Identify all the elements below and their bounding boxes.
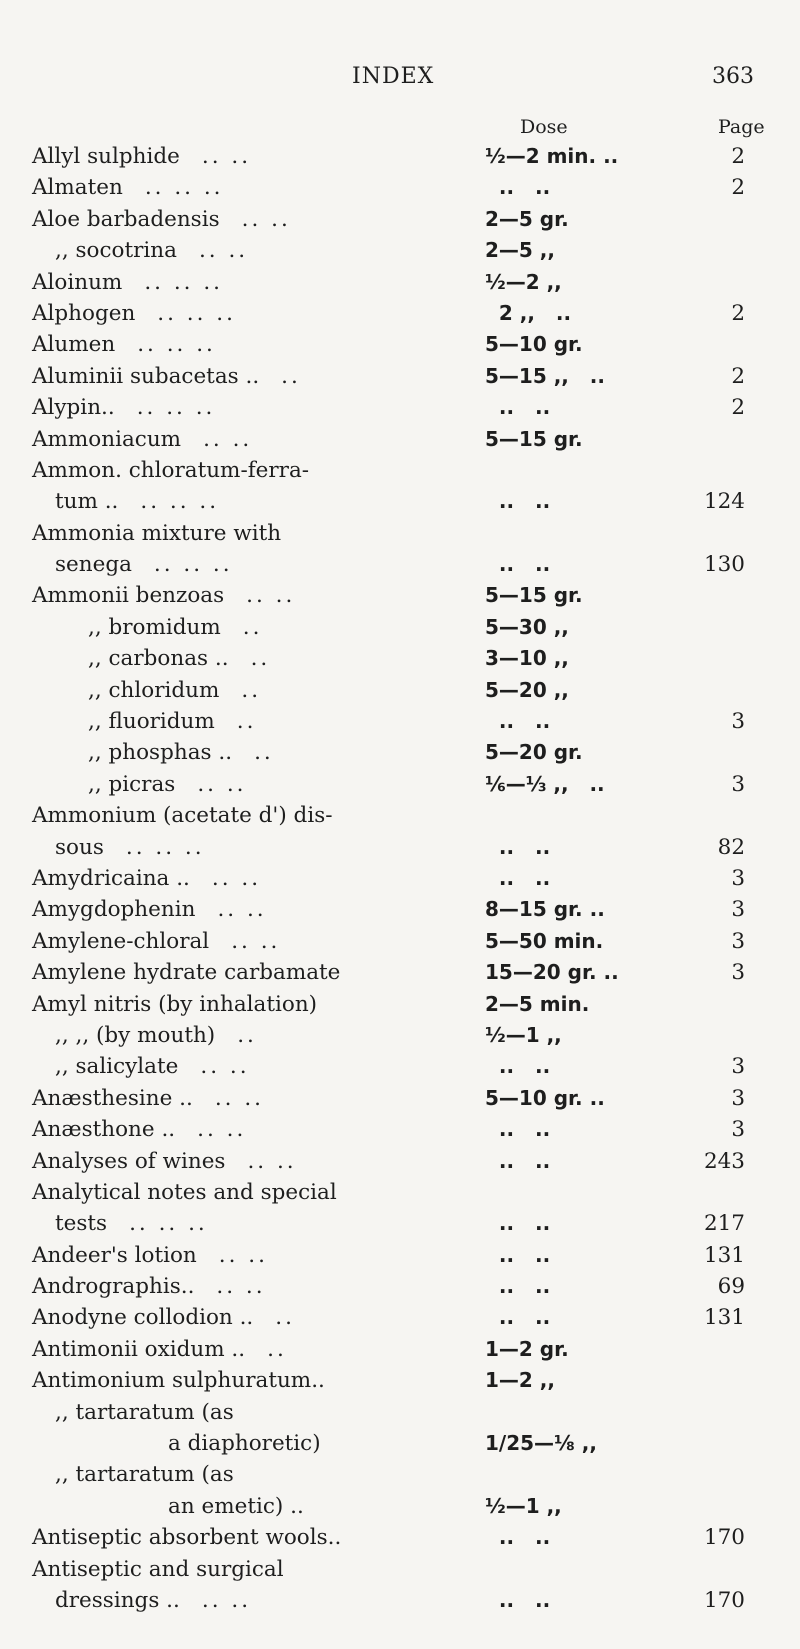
entry-name-text: Aloinum [32, 269, 123, 295]
entry-name [55, 1051, 250, 1082]
index-entry [0, 1365, 800, 1396]
leader-dots: .. .. .. [136, 395, 216, 421]
leader-dots: .. .. [203, 426, 253, 452]
entry-name-text: Ammoniacum [32, 426, 182, 452]
entry-dose: 2—5 min. [485, 991, 590, 1016]
entry-dose: .. .. [485, 1242, 551, 1267]
leader-dots: .. .. [218, 1242, 268, 1268]
entry-name [32, 989, 317, 1020]
entry-dose: ⅙—⅓ ,, .. [485, 771, 605, 796]
entry-page: 131 [703, 1305, 745, 1331]
index-entry [0, 1020, 800, 1051]
entry-dose: 1/25—⅛ ,, [485, 1431, 597, 1456]
leader-dots: .. .. .. [144, 175, 224, 201]
index-entry [0, 518, 800, 549]
leader-dots: .. .. [216, 1274, 266, 1300]
entry-name [32, 1365, 325, 1396]
entry-name [32, 1334, 287, 1365]
entry-name-text: ,, picras [88, 771, 176, 797]
entry-name-text: Amygdophenin [32, 897, 196, 923]
entry-name [55, 1459, 234, 1490]
index-entry [0, 1114, 800, 1145]
entry-dose: .. .. [485, 1211, 551, 1236]
entry-dose: 5—10 gr. .. [485, 1085, 605, 1110]
entry-name-text: ,, salicylate [55, 1054, 179, 1080]
entry-name [32, 863, 261, 894]
entry-name [32, 392, 215, 423]
entry-name [32, 1522, 341, 1553]
entry-name-text: ,, tartaratum (as [55, 1399, 234, 1425]
index-entry [0, 580, 800, 611]
entry-dose: .. .. [485, 1117, 551, 1142]
index-entry [0, 832, 800, 863]
index-entry [0, 612, 800, 643]
entry-dose: 5—10 gr. [485, 332, 583, 357]
entry-name-text: Alypin.. [32, 395, 115, 421]
leader-dots: .. [281, 363, 301, 389]
entry-name-text: Amyl nitris (by inhalation) [32, 991, 318, 1017]
entry-name-text: Analytical notes and special [32, 1179, 337, 1205]
entry-name-text: Antiseptic and surgical [32, 1556, 284, 1582]
entry-dose: 2—5 gr. [485, 206, 569, 231]
entry-page: 3 [731, 709, 745, 735]
page-column-heading: Page [718, 116, 765, 138]
index-entry [0, 1302, 800, 1333]
entry-name-text: ,, socotrina [55, 238, 177, 264]
entry-name [88, 706, 256, 737]
index-entry [0, 455, 800, 486]
index-entry [0, 204, 800, 235]
index-entry [0, 329, 800, 360]
entry-dose: .. .. [485, 834, 551, 859]
entry-page: 170 [703, 1525, 745, 1551]
entry-name [32, 455, 309, 486]
entry-name [88, 675, 261, 706]
index-entry [0, 1428, 800, 1459]
index-entry [0, 1491, 800, 1522]
entry-name-text: ,, chloridum [88, 677, 220, 703]
entry-name [32, 800, 333, 831]
entry-name [88, 737, 274, 768]
entry-name-text: senega [55, 552, 132, 578]
entry-dose: 5—20 ,, [485, 677, 569, 702]
entry-name-text: Andrographis.. [32, 1274, 195, 1300]
entry-dose: .. .. [485, 395, 551, 420]
leader-dots: .. .. [241, 206, 291, 232]
entry-name [88, 612, 262, 643]
index-entry [0, 1208, 800, 1239]
entry-name-text: Aluminii subacetas .. [32, 363, 260, 389]
entry-name [32, 172, 224, 203]
entry-dose: ½—1 ,, [485, 1022, 562, 1047]
entry-page: 2 [731, 395, 745, 421]
entry-name [32, 1177, 337, 1208]
entry-page: 82 [717, 834, 745, 860]
entry-name [32, 1240, 268, 1271]
page-number: 363 [712, 64, 754, 89]
entry-name [168, 1428, 321, 1459]
entry-dose: .. .. [485, 1587, 551, 1612]
entry-name [32, 1114, 246, 1145]
index-entry [0, 1397, 800, 1428]
index-entry [0, 549, 800, 580]
entry-page: 69 [717, 1274, 745, 1300]
entry-dose: .. .. [485, 552, 551, 577]
leader-dots: .. .. .. [153, 552, 233, 578]
index-entry [0, 800, 800, 831]
entry-name-text: Amydricaina .. [32, 865, 190, 891]
entry-name-text: Almaten [32, 175, 123, 201]
leader-dots: .. [236, 709, 257, 735]
entry-name-text: Anæsthesine .. [32, 1085, 193, 1111]
entry-dose: ½—1 ,, [485, 1493, 562, 1518]
index-entry [0, 235, 800, 266]
leader-dots: .. .. [247, 1148, 297, 1174]
index-entry [0, 1177, 800, 1208]
entry-name [55, 1397, 234, 1428]
index-entry [0, 1051, 800, 1082]
entry-name-text: an emetic) .. [168, 1493, 304, 1519]
entry-name-text: Antimonii oxidum .. [32, 1336, 246, 1362]
entry-name [32, 329, 216, 360]
entry-name-text: Antiseptic absorbent wools.. [32, 1525, 342, 1551]
leader-dots: .. .. .. [140, 489, 220, 515]
leader-dots: .. .. [231, 928, 281, 954]
entry-dose: 1—2 ,, [485, 1368, 555, 1393]
leader-dots: .. .. .. [144, 269, 223, 295]
entry-page: 3 [731, 1085, 745, 1111]
entry-name [32, 1302, 295, 1333]
entry-page: 2 [731, 144, 745, 169]
leader-dots: .. .. [217, 897, 267, 923]
leader-dots: .. .. .. [157, 300, 236, 326]
entry-name [32, 361, 301, 392]
entry-name-text: ,, fluoridum [88, 709, 215, 735]
entry-name [32, 926, 280, 957]
leader-dots: .. .. [200, 1054, 250, 1080]
entry-name [32, 1554, 284, 1585]
leader-dots: .. [250, 646, 271, 672]
entry-name-text: Alumen [32, 332, 116, 358]
index-entry [0, 643, 800, 674]
index-entry [0, 1334, 800, 1365]
leader-dots: .. [241, 677, 262, 703]
index-entry [0, 706, 800, 737]
entry-name-text: Ammonii benzoas [32, 583, 225, 609]
index-entry [0, 989, 800, 1020]
leader-dots: .. [267, 1336, 287, 1362]
entry-dose: .. .. [485, 489, 551, 514]
entry-dose: 5—50 min. [485, 928, 604, 953]
entry-dose: 5—15 gr. [485, 426, 583, 451]
entry-page: 3 [731, 960, 745, 986]
entry-name-text: ,, bromidum [88, 614, 221, 640]
entry-page: 217 [703, 1211, 745, 1237]
entry-page: 131 [703, 1242, 745, 1268]
entry-dose: .. .. [485, 709, 551, 734]
running-header [0, 64, 800, 94]
leader-dots: .. .. .. [125, 834, 205, 860]
index-entry [0, 486, 800, 517]
entry-dose: .. .. [485, 865, 551, 890]
entry-name [32, 580, 295, 611]
entry-dose: .. .. [485, 1274, 551, 1299]
entry-page: 2 [731, 300, 745, 326]
index-entry [0, 957, 800, 988]
entry-name [32, 267, 223, 298]
entry-name [32, 518, 281, 549]
entry-name-text: Ammonia mixture with [32, 520, 282, 546]
entry-name-text: Amylene hydrate carbamate [32, 960, 341, 986]
entry-name [55, 1208, 208, 1239]
index-entry [0, 1271, 800, 1302]
entry-name-text: Allyl sulphide [32, 144, 180, 169]
leader-dots: .. [254, 740, 274, 766]
entry-name-text: ,, carbonas .. [88, 646, 229, 672]
index-entry [0, 1585, 800, 1616]
entry-name [88, 643, 270, 674]
entry-name [55, 235, 248, 266]
entry-name [32, 957, 340, 988]
entry-name-text: Anæsthone .. [32, 1117, 176, 1143]
entry-page: 243 [703, 1148, 745, 1174]
entry-name-text: Amylene-chloral [32, 928, 210, 954]
entry-name-text: Analyses of wines [32, 1148, 226, 1174]
entry-name [32, 424, 252, 455]
entry-name [55, 1020, 257, 1051]
entry-name [55, 832, 205, 863]
leader-dots: .. .. [211, 865, 262, 891]
entry-name-text: ,, tartaratum (as [55, 1462, 234, 1488]
entry-page: 3 [731, 928, 745, 954]
entry-dose: .. .. [485, 1148, 551, 1173]
index-entry [0, 298, 800, 329]
leader-dots: .. [275, 1305, 295, 1331]
leader-dots: .. .. [198, 238, 249, 264]
index-entry [0, 1554, 800, 1585]
entry-name-text: ,, ,, (by mouth) [55, 1022, 216, 1048]
leader-dots: .. [237, 1022, 257, 1048]
entry-name-text: Ammonium (acetate d') dis- [32, 803, 333, 829]
leader-dots: .. .. [246, 583, 296, 609]
entry-dose: 15—20 gr. .. [485, 960, 619, 985]
index-entry [0, 1459, 800, 1490]
entry-dose: 5—30 ,, [485, 614, 569, 639]
entry-dose: .. .. [485, 1054, 551, 1079]
entry-dose: 2 ,, .. [485, 300, 572, 325]
entry-name-text: tests [55, 1211, 108, 1237]
index-entry [0, 424, 800, 455]
leader-dots: .. .. [197, 771, 247, 797]
entry-page: 3 [731, 771, 745, 797]
entry-dose: .. .. [485, 175, 551, 200]
entry-dose: 2—5 ,, [485, 238, 555, 263]
index-entry [0, 926, 800, 957]
entry-name-text: Antimonium sulphuratum.. [32, 1368, 325, 1394]
entry-name [55, 549, 233, 580]
leader-dots: .. .. [197, 1117, 247, 1143]
entry-page: 170 [703, 1587, 745, 1613]
entry-page: 124 [703, 489, 745, 515]
entry-name [32, 204, 291, 235]
index-entry [0, 675, 800, 706]
entry-dose: ½—2 min. .. [485, 144, 619, 168]
index-entry [0, 894, 800, 925]
entry-page: 3 [731, 897, 745, 923]
entry-page: 3 [731, 1117, 745, 1143]
entry-name-text: Anodyne collodion .. [32, 1305, 254, 1331]
entry-name [32, 1083, 264, 1114]
entry-dose: 3—10 ,, [485, 646, 569, 671]
entry-name [32, 1146, 297, 1177]
entry-name-text: sous [55, 834, 104, 860]
entry-dose: 5—20 gr. [485, 740, 583, 765]
entry-dose: .. .. [485, 1305, 551, 1330]
entry-dose: .. .. [485, 1525, 551, 1550]
index-entry [0, 863, 800, 894]
entry-dose: 8—15 gr. .. [485, 897, 605, 922]
entry-name-text: a diaphoretic) [168, 1431, 321, 1457]
index-entry [0, 172, 800, 203]
leader-dots: .. .. [201, 1587, 252, 1613]
entry-name [32, 894, 267, 925]
index-entry [0, 769, 800, 800]
entry-dose: ½—2 ,, [485, 269, 562, 294]
index-entry [0, 141, 800, 172]
entry-name [88, 769, 246, 800]
entry-page: 130 [703, 552, 745, 578]
leader-dots: .. .. [214, 1085, 264, 1111]
entry-name [32, 298, 236, 329]
entry-page: 2 [731, 175, 745, 201]
index-entry [0, 1240, 800, 1271]
entry-page: 3 [731, 1054, 745, 1080]
entry-name [55, 486, 219, 517]
index-entry [0, 392, 800, 423]
entry-name [32, 141, 251, 172]
entry-name-text: ,, phosphas .. [88, 740, 233, 766]
entry-name-text: tum .. [55, 489, 119, 515]
index-entry [0, 1146, 800, 1177]
entry-name-text: Alphogen [32, 300, 136, 326]
entry-name-text: dressings .. [55, 1587, 180, 1613]
entry-dose: 5—15 gr. [485, 583, 583, 608]
index-entry [0, 267, 800, 298]
entry-dose: 5—15 ,, .. [485, 363, 605, 388]
leader-dots: .. [242, 614, 263, 640]
entry-page: 2 [731, 363, 745, 389]
entry-name [168, 1491, 304, 1522]
index-entry [0, 737, 800, 768]
dose-column-heading: Dose [520, 116, 568, 138]
leader-dots: .. .. [201, 144, 252, 169]
index-entry [0, 1522, 800, 1553]
index-entries [0, 141, 800, 1616]
entry-name [55, 1585, 251, 1616]
index-entry [0, 361, 800, 392]
index-entry [0, 1083, 800, 1114]
page-title: INDEX [352, 64, 435, 89]
entry-name-text: Ammon. chloratum-ferra- [32, 457, 310, 483]
entry-dose: 1—2 gr. [485, 1336, 569, 1361]
entry-name-text: Aloe barbadensis [32, 206, 220, 232]
entry-page: 3 [731, 865, 745, 891]
leader-dots: .. .. .. [129, 1211, 208, 1237]
entry-name-text: Andeer's lotion [32, 1242, 197, 1268]
entry-name [32, 1271, 266, 1302]
leader-dots: .. .. .. [137, 332, 216, 358]
